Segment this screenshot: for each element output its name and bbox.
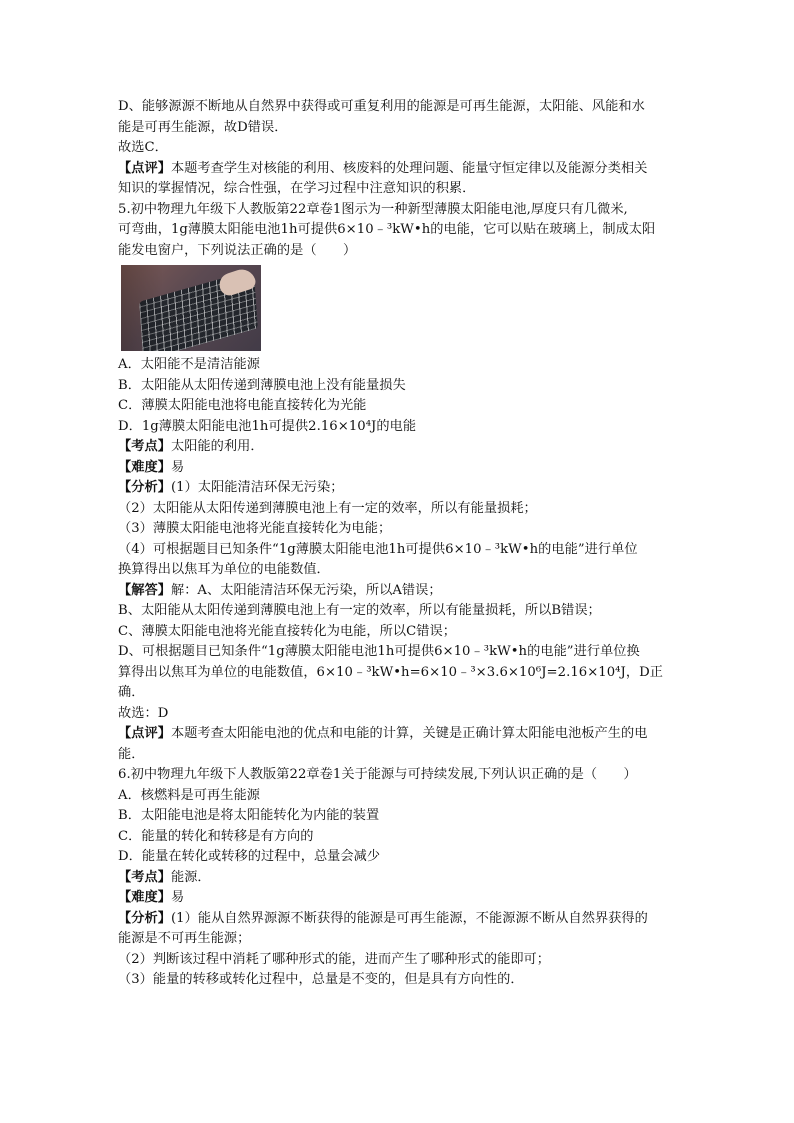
text-line: 换算得出以焦耳为单位的电能数值． <box>118 562 330 577</box>
comment-label: 【点评】 <box>118 726 171 741</box>
nandu-line <box>118 458 680 479</box>
text-line: D、能够源源不断地从自然界中获得或可重复利用的能源是可再生能源，太阳能、风能和水 <box>118 99 645 114</box>
fenxi-text: (1）太阳能清洁环保无污染； <box>170 480 344 495</box>
kaodian-text: 太阳能的利用． <box>170 439 264 454</box>
question-stem: 5.初中物理九年级下人教版第22章卷1图示为一种新型薄膜太阳能电池,厚度只有几微米, <box>118 201 628 217</box>
option-a: A．核燃料是可再生能源 <box>118 787 260 803</box>
fenxi-line <box>118 909 680 930</box>
option-b: B．太阳能电池是将太阳能转化为内能的装置 <box>118 808 380 823</box>
fenxi-text: (1）能从自然界源源不断获得的能源是可再生能源，不能源源不断从自然界获得的 <box>170 910 648 926</box>
text-line: 知识的掌握情况，综合性强，在学习过程中注意知识的积累． <box>118 181 476 196</box>
question-stem: 可弯曲，1g薄膜太阳能电池1h可提供6×10﹣³kW•h的电能，它可以贴在玻璃上，制成太阳 <box>118 222 656 237</box>
text-line: B、太阳能从太阳传递到薄膜电池上有一定的效率，所以有能量损耗，所以B错误； <box>118 603 601 618</box>
text-line: D、可根据题目已知条件“1g薄膜太阳能电池1h可提供6×10﹣³kW•h的电能”进行单位换 <box>118 644 640 659</box>
nandu-label: 【难度】 <box>118 890 171 905</box>
text-line: （2）太阳能从太阳传递到薄膜电池上有一定的效率，所以有能量损耗； <box>118 500 537 516</box>
nandu-label: 【难度】 <box>118 459 171 475</box>
jieda-text: 解：A、太阳能清洁环保无污染，所以A错误； <box>170 582 442 598</box>
text-line: 能是可再生能源，故D错误． <box>118 119 288 135</box>
comment-text: 本题考查学生对核能的利用、核废料的处理问题、能量守恒定律以及能源分类相关 <box>170 160 648 176</box>
option-c: C．能量的转化和转移是有方向的 <box>118 828 314 844</box>
kaodian-label: 【考点】 <box>118 869 171 885</box>
option-d: D．能量在转化或转移的过程中，总量会减少 <box>118 849 381 864</box>
comment-text: 本题考查太阳能电池的优点和电能的计算，关键是正确计算太阳能电池板产生的电 <box>170 726 648 741</box>
nandu-text: 易 <box>170 890 185 905</box>
kaodian-line <box>118 437 680 458</box>
nandu-text: 易 <box>170 459 185 475</box>
thin-film-solar-cell-photo <box>121 265 261 351</box>
fenxi-label: 【分析】 <box>118 480 171 495</box>
option-c: C．薄膜太阳能电池将电能直接转化为光能 <box>118 398 367 413</box>
comment-line <box>118 724 680 745</box>
nandu-line <box>118 888 680 909</box>
text-line: 算得出以焦耳为单位的电能数值，6×10﹣³kW•h=6×10﹣³×3.6×10⁶J=2.16×10⁴J，D正 <box>118 664 663 680</box>
kaodian-label: 【考点】 <box>118 439 171 454</box>
document-content <box>118 97 680 991</box>
jieda-label: 【解答】 <box>118 582 171 598</box>
text-line: （3）能量的转移或转化过程中，总量是不变的，但是具有方向性的． <box>118 972 524 987</box>
option-b: B．太阳能从太阳传递到薄膜电池上没有能量损失 <box>118 377 406 393</box>
comment-label: 【点评】 <box>118 160 171 176</box>
text-line: （3）薄膜太阳能电池将光能直接转化为电能； <box>118 521 392 536</box>
text-line: （4）可根据题目已知条件“1g薄膜太阳能电池1h可提供6×10﹣³kW•h的电能”进行单位 <box>118 541 638 557</box>
fenxi-line <box>118 478 680 499</box>
text-line: （2）判断该过程中消耗了哪种形式的能，进而产生了哪种形式的能即可； <box>118 951 551 967</box>
question-stem: 6.初中物理九年级下人教版第22章卷1关于能源与可持续发展,下列认识正确的是（ ） <box>118 767 637 782</box>
text-line: C、薄膜太阳能电池将光能直接转化为电能，所以C错误； <box>118 623 456 639</box>
fenxi-label: 【分析】 <box>118 910 171 926</box>
jieda-line <box>118 581 680 602</box>
comment-line <box>118 159 680 180</box>
text-line: 能源是不可再生能源； <box>118 931 251 946</box>
answer-choice: 故选C． <box>118 140 168 155</box>
kaodian-text: 能源． <box>170 869 211 885</box>
option-a: A．太阳能不是清洁能源 <box>118 357 260 372</box>
text-line: 确． <box>118 685 145 700</box>
question-stem: 能发电窗户，下列说法正确的是（ ） <box>118 242 357 258</box>
kaodian-line <box>118 868 680 889</box>
answer-choice: 故选：D <box>118 705 169 721</box>
option-d: D．1g薄膜太阳能电池1h可提供2.16×10⁴J的电能 <box>118 418 417 434</box>
text-line: 能． <box>118 746 145 762</box>
